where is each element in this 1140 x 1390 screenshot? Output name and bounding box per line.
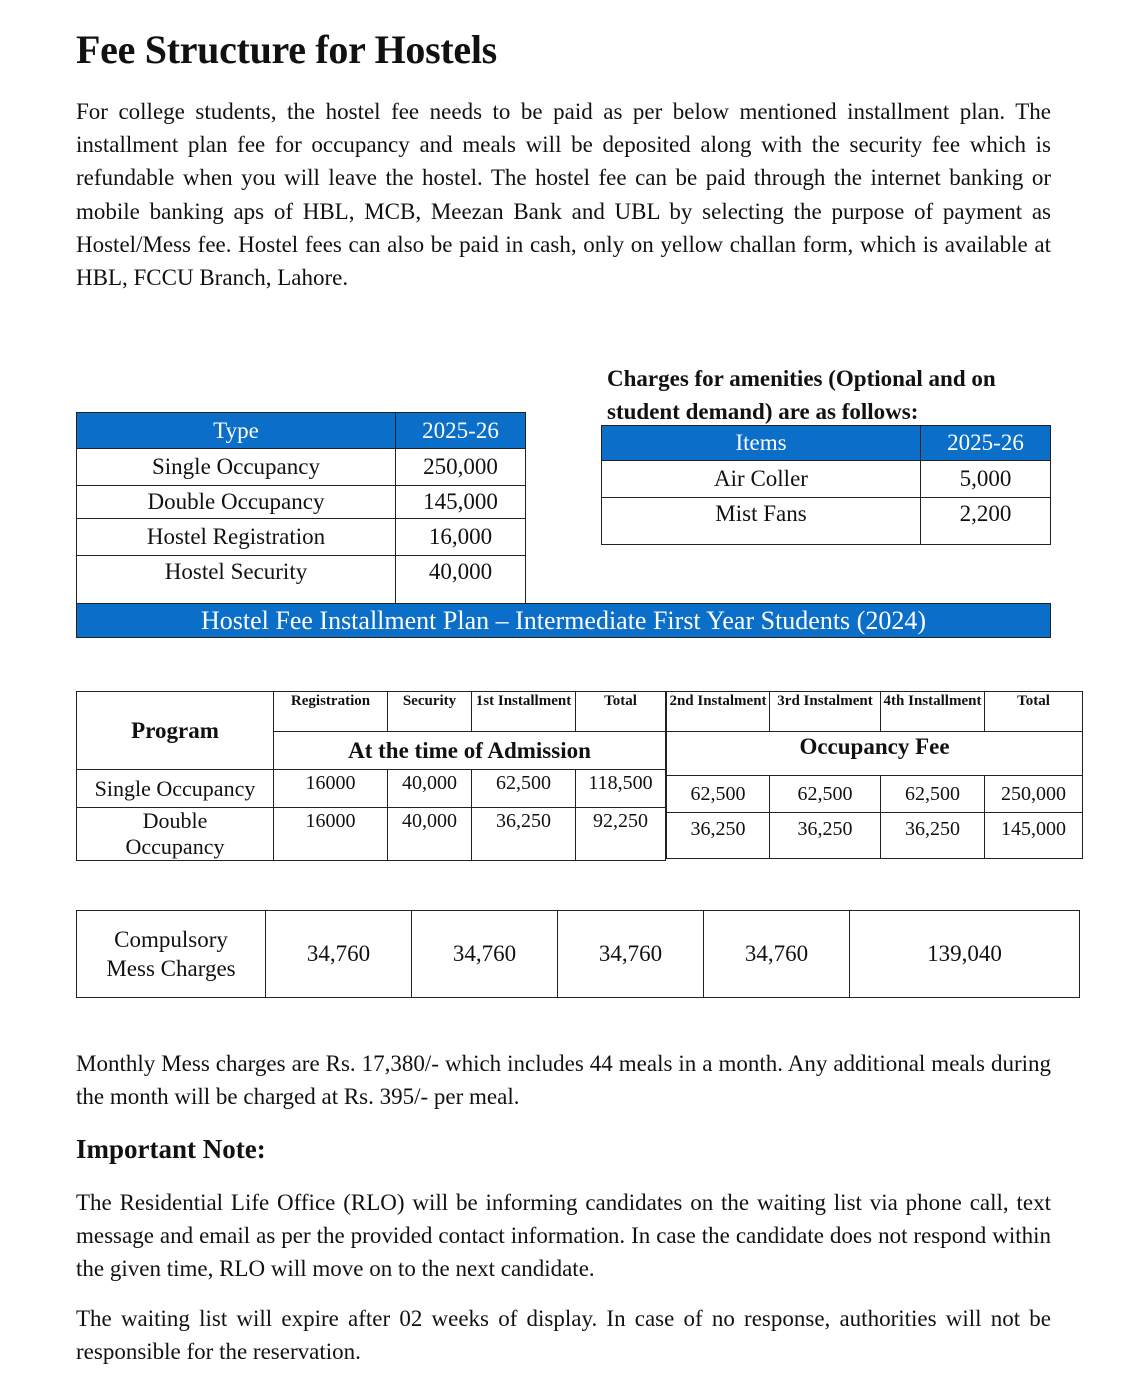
installment-plan-banner: Hostel Fee Installment Plan – Intermediate First Year Students (2024) (76, 603, 1051, 638)
fee-amount-cell: 16,000 (396, 519, 526, 556)
fourth-installment-header: 4th Installment (881, 692, 985, 732)
table-row (77, 770, 666, 808)
amenities-table (601, 425, 1051, 545)
admission-group-header: At the time of Admission (274, 732, 666, 770)
fee-amount-cell: 250,000 (396, 449, 526, 486)
third-installment-header: 3rd Instalment (770, 692, 881, 732)
value-cell: 118,500 (576, 770, 666, 808)
amenity-amount-cell: 2,200 (921, 498, 1051, 545)
program-header: Program (77, 692, 274, 770)
mess-value-cell: 34,760 (266, 911, 412, 998)
table-row (602, 461, 1051, 498)
admission-fee-table (76, 691, 666, 861)
fee-table (76, 412, 526, 604)
table-row (77, 449, 526, 486)
table-row (77, 911, 1080, 998)
amenities-header-year: 2025-26 (921, 426, 1051, 461)
value-cell: 62,500 (667, 776, 770, 813)
amenity-item-cell: Air Coller (602, 461, 921, 498)
value-cell: 62,500 (770, 776, 881, 813)
fee-header-type: Type (77, 413, 396, 449)
page-title: Fee Structure for Hostels (76, 27, 497, 72)
fee-type-cell: Single Occupancy (77, 449, 396, 486)
value-cell: 36,250 (472, 808, 576, 861)
value-cell: 145,000 (985, 813, 1083, 859)
mess-value-cell: 34,760 (558, 911, 704, 998)
mess-note: Monthly Mess charges are Rs. 17,380/- which includes 44 meals in a month. Any additional meals during the month will be charged at Rs. 395/- per meal. (76, 1051, 1051, 1110)
table-row (77, 519, 526, 556)
mess-label-cell: Compulsory Mess Charges (77, 911, 266, 998)
security-header: Security (388, 692, 472, 732)
value-cell: 40,000 (388, 770, 472, 808)
registration-header: Registration (274, 692, 388, 732)
rlo-note: The Residential Life Office (RLO) will be informing candidates on the waiting list via phone call, text message and email as per the provided contact information. In case the candidate does not respond within the given time, RLO will move on to the next candidate. (76, 1190, 1051, 1282)
fee-type-cell: Hostel Registration (77, 519, 396, 556)
value-cell: 40,000 (388, 808, 472, 861)
occupancy-fee-table (666, 691, 1083, 859)
table-row (667, 776, 1083, 813)
occupancy-group-header: Occupancy Fee (667, 732, 1083, 776)
important-note-heading: Important Note: (76, 1134, 266, 1164)
value-cell: 250,000 (985, 776, 1083, 813)
fee-amount-cell: 145,000 (396, 486, 526, 519)
fee-header-year: 2025-26 (396, 413, 526, 449)
fee-type-cell: Hostel Security (77, 556, 396, 604)
table-row (77, 486, 526, 519)
table-row (667, 813, 1083, 859)
value-cell: 62,500 (881, 776, 985, 813)
amenity-item-cell: Mist Fans (602, 498, 921, 545)
occupancy-total-header: Total (985, 692, 1083, 732)
waiting-list-note: The waiting list will expire after 02 weeks of display. In case of no response, authorities will not be responsible for the reservation. (76, 1306, 1051, 1365)
second-installment-header: 2nd Instalment (667, 692, 770, 732)
value-cell: 92,250 (576, 808, 666, 861)
mess-value-cell: 34,760 (704, 911, 850, 998)
fee-type-cell: Double Occupancy (77, 486, 396, 519)
amenities-header-items: Items (602, 426, 921, 461)
first-installment-header: 1st Installment (472, 692, 576, 732)
admission-total-header: Total (576, 692, 666, 732)
program-name-cell: Double Occupancy (77, 808, 274, 861)
amenities-heading: Charges for amenities (Optional and on student demand) are as follows: (607, 366, 996, 424)
amenity-amount-cell: 5,000 (921, 461, 1051, 498)
value-cell: 36,250 (881, 813, 985, 859)
table-row (602, 498, 1051, 545)
fee-amount-cell: 40,000 (396, 556, 526, 604)
intro-paragraph: For college students, the hostel fee needs to be paid as per below mentioned installment plan. The installment plan fee for occupancy and meals will be deposited along with the security fee which is refundable when you will leave the hostel. The hostel fee can be paid through the internet banking or mobile banking aps of HBL, MCB, Meezan Bank and UBL by selecting the purpose of payment as Hostel/Mess fee. Hostel fees can also be paid in cash, only on yellow challan form, which is available at HBL, FCCU Branch, Lahore. (76, 99, 1051, 291)
table-row (77, 556, 526, 604)
mess-total-cell: 139,040 (850, 911, 1080, 998)
value-cell: 16000 (274, 808, 388, 861)
mess-charges-table (76, 910, 1080, 998)
table-row (77, 808, 666, 861)
value-cell: 62,500 (472, 770, 576, 808)
program-name-cell: Single Occupancy (77, 770, 274, 808)
value-cell: 36,250 (667, 813, 770, 859)
mess-value-cell: 34,760 (412, 911, 558, 998)
value-cell: 16000 (274, 770, 388, 808)
value-cell: 36,250 (770, 813, 881, 859)
